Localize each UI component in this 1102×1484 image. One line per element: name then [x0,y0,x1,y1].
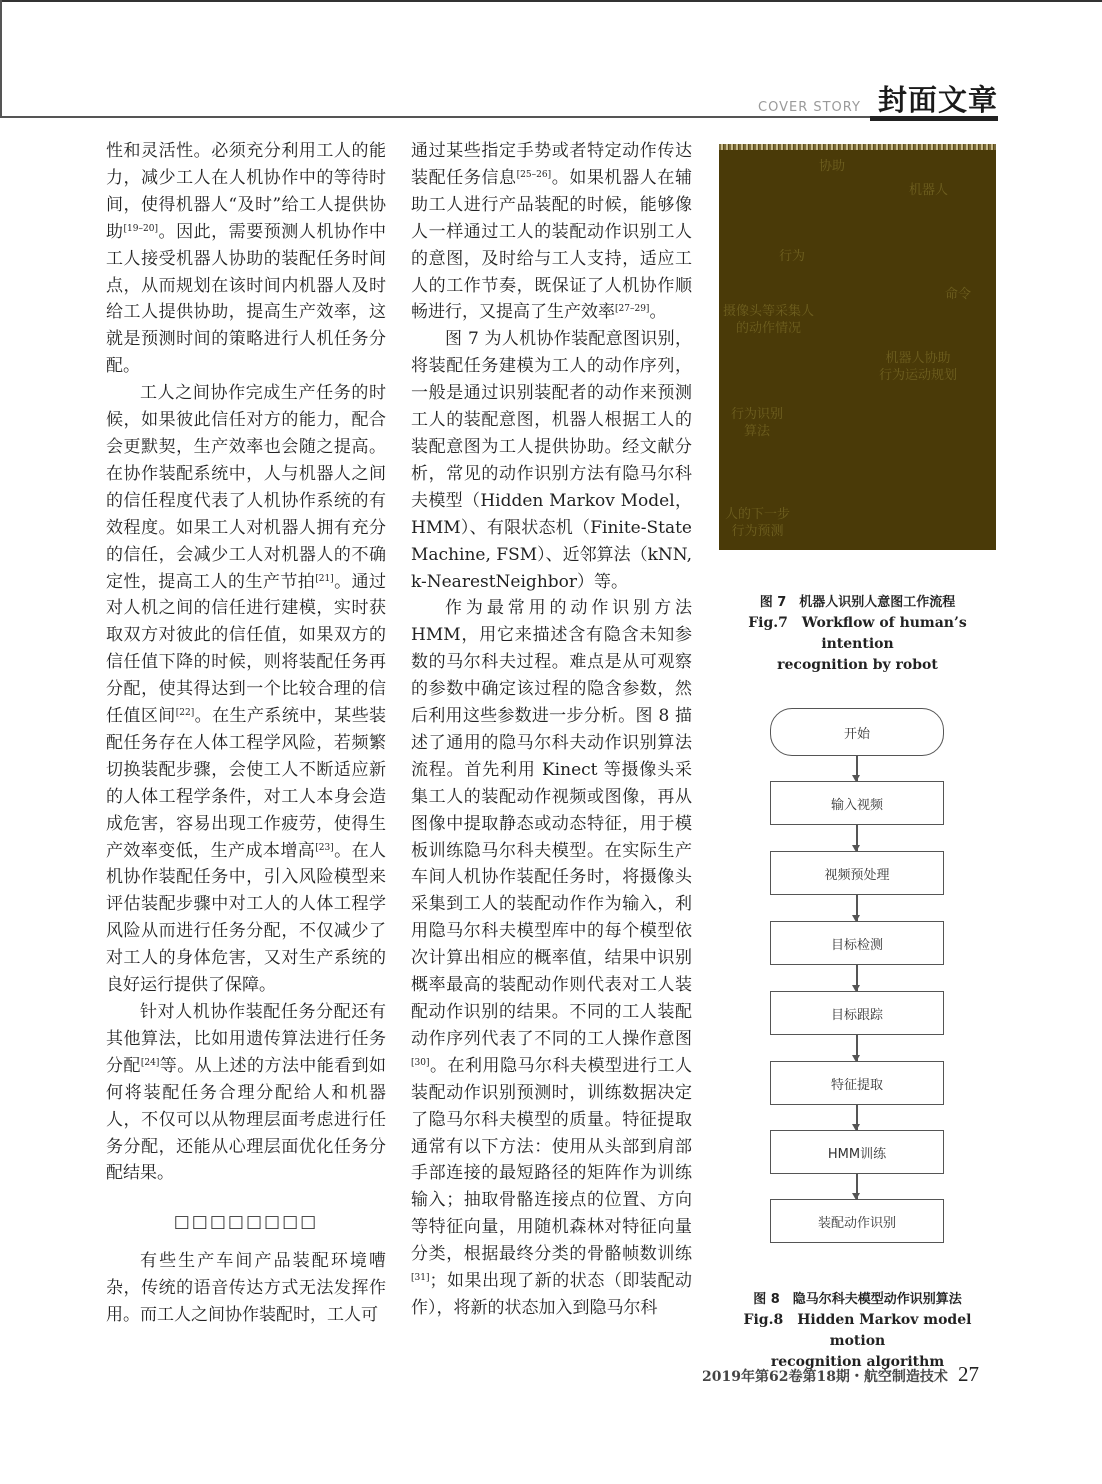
citation: [27–29] [615,304,650,315]
caption-en: recognition by robot [777,657,938,673]
flowchart-step: 特征提取 [770,1061,944,1105]
section-label-en: COVER STORY [758,100,861,115]
fig7-label-recognition: 行为识别 算法 [731,407,784,439]
citation: [31] [411,1273,430,1284]
caption-en: recognition algorithm [770,1354,945,1370]
text-column-middle [411,138,692,1322]
paragraph: 性和灵活性。必须充分利用工人的能力，减少工人在人机协作中的等待时间，使得机器人“及时”给工人提供协助[19–20]。因此，需要预测人机协作中工人接受机器人协助的装配任务时间点，从而规划在该时间内机器人及时给工人提供协助，提高生产效率，这就是预测时间的策略进行人机任务分配。 [106,141,387,377]
paragraph: 针对人机协作装配任务分配还有其他算法，比如用遗传算法进行任务分配[24]等。从上述的方法中能看到如何将装配任务合理分配给人和机器人，不仅可以从物理层面考虑进行任务分配，还能从心理层面优化任务分配结果。 [106,1002,387,1184]
section-heading: □□□□□□□□ [173,1212,319,1233]
paragraph: 有些生产车间产品装配环境嘈杂，传统的语音传达方式无法发挥作用。而工人之间协作装配时，工人可 [106,1251,386,1326]
fig7-label-robot-planning: 机器人协助 行为运动规划 [879,351,958,383]
caption-en: Fig.8 Hidden Markov model motion [743,1312,972,1349]
fig7-label-camera: 摄像头等采集人 的动作情况 [723,304,815,336]
flowchart-arrow [856,1174,858,1199]
flowchart-arrow [856,895,858,921]
flowchart-arrow [856,1035,858,1061]
flowchart-start: 开始 [770,708,944,756]
citation: [19–20] [123,223,158,234]
header-rule [0,116,870,118]
figure-8-caption [719,1289,996,1373]
citation: [25–26] [516,169,552,180]
paragraph: 作为最常用的动作识别方法HMM，用它来描述含有隐含未知参数的马尔科夫过程。难点是从可观察的参数中确定该过程的隐含参数，然后利用这些参数进一步分析。图 8 描述了通用的隐马尔科夫动作识别算法流程。首先利用 Kinect 等摄像头采集工人的装配动作视频或图像，再从图像中提取静态或动态特征，用于模板训练隐马尔科夫模型。在实际生产车间人机协作装配任务时，将摄像头采集到工人的装配动作作为输入，利用隐马尔科夫模型库中的每个模型依次计算出相应的概率值，结果中识别概率最高的装配动作则代表对工人装配动作识别的结果。不同的工人装配动作序列代表了不同的工人操作意图[30]。在利用隐马尔科夫模型进行工人装配动作识别预测时，训练数据决定了隐马尔科夫模型的质量。特征提取通常有以下方法：使用从头部到肩部手部连接的最短路径的矩阵作为训练输入；抽取骨骼连接点的位置、方向等特征向量，用随机森林对特征向量分类，根据最终分类的骨骼帧数训练[31]；如果出现了新的状态（即装配动作），将新的状态加入到隐马尔科 [411,598,692,1318]
citation: [21] [315,573,334,584]
flowchart-arrow [856,756,858,781]
citation: [22] [175,708,195,719]
left-rule [0,0,2,118]
citation: [24] [140,1057,160,1068]
caption-zh: 图 8 隐马尔科夫模型动作识别算法 [753,1292,962,1307]
flowchart-arrow [856,825,858,851]
section-label-zh: 封面文章 [878,83,999,117]
fig7-label-behavior: 行为 [779,249,806,264]
caption-zh: 图 7 机器人识别人意图工作流程 [759,595,956,610]
fig7-label-command: 命令 [945,287,972,302]
flowchart-step: 目标跟踪 [770,991,944,1035]
text-column-left [106,138,386,1329]
citation: [30] [411,1057,430,1068]
page-number: 27 [958,1362,979,1386]
caption-en: Fig.7 Workflow of human’s intention [748,615,967,652]
flowchart-arrow [856,1105,858,1130]
fig7-label-prediction: 人的下一步 行为预测 [725,507,791,539]
paragraph: 工人之间协作完成生产任务的时候，如果彼此信任对方的能力，配合会更默契，生产效率也会随之提高。在协作装配系统中，人与机器人之间的信任程度代表了人机协作系统的有效程度。如果工人对机器人拥有充分的信任，会减少工人对机器人的不确定性，提高工人的生产节拍[21]。通过对人机之间的信任进行建模，实时获取双方对彼此的信任值，如果双方的信任值下降的时候，则将装配任务再分配，使其得达到一个比较合理的信任值区间[22]。在生产系统中，某些装配任务存在人体工程学风险，若频繁切换装配步骤，会使工人不断适应新的人体工程学条件，对工人本身会造成危害，容易出现工作疲劳，使得生产效率变低，生产成本增高[23]。在人机协作装配任务中，引入风险模型来评估装配步骤中对工人的人体工程学风险从而进行任务分配，不仅减少了对工人的身体危害，又对生产系统的良好运行提供了保障。 [106,383,387,996]
fig7-label-robot: 机器人 [909,183,949,198]
figure-7-image [719,144,996,550]
flowchart-step: 目标检测 [770,921,944,965]
flowchart-step: HMM训练 [770,1130,944,1174]
journal-footer: 2019年第62卷第18期・航空制造技术 [702,1369,948,1385]
flowchart-step: 输入视频 [770,781,944,825]
flowchart-arrow [856,965,858,991]
flowchart-step: 视频预处理 [770,851,944,895]
flowchart-step: 装配动作识别 [770,1199,944,1243]
paragraph: 通过某些指定手势或者特定动作传达装配任务信息[25–26]。如果机器人在辅助工人进行产品装配的时候，能够像人一样通过工人的装配动作识别工人的意图，及时给与工人支持，适应工人的工作节奏，既保证了人机协作顺畅进行，又提高了生产效率[27–29]。 [411,141,693,323]
citation: [23] [315,842,334,853]
fig7-label-assist: 协助 [819,159,846,174]
top-rule [0,0,1102,2]
figure-7-caption [719,592,996,676]
figure-7-border [719,144,996,150]
paragraph: 图 7 为人机协作装配意图识别，将装配任务建模为工人的动作序列，一般是通过识别装配者的动作来预测工人的装配意图，机器人根据工人的装配意图为工人提供协助。经文献分析，常见的动作识别方法有隐马尔科夫模型（Hidden Markov Model，HMM）、有限状态机（Finite-State Machine, FSM）、近邻算法（kNN, k-NearestNeighbor）等。 [411,329,692,592]
